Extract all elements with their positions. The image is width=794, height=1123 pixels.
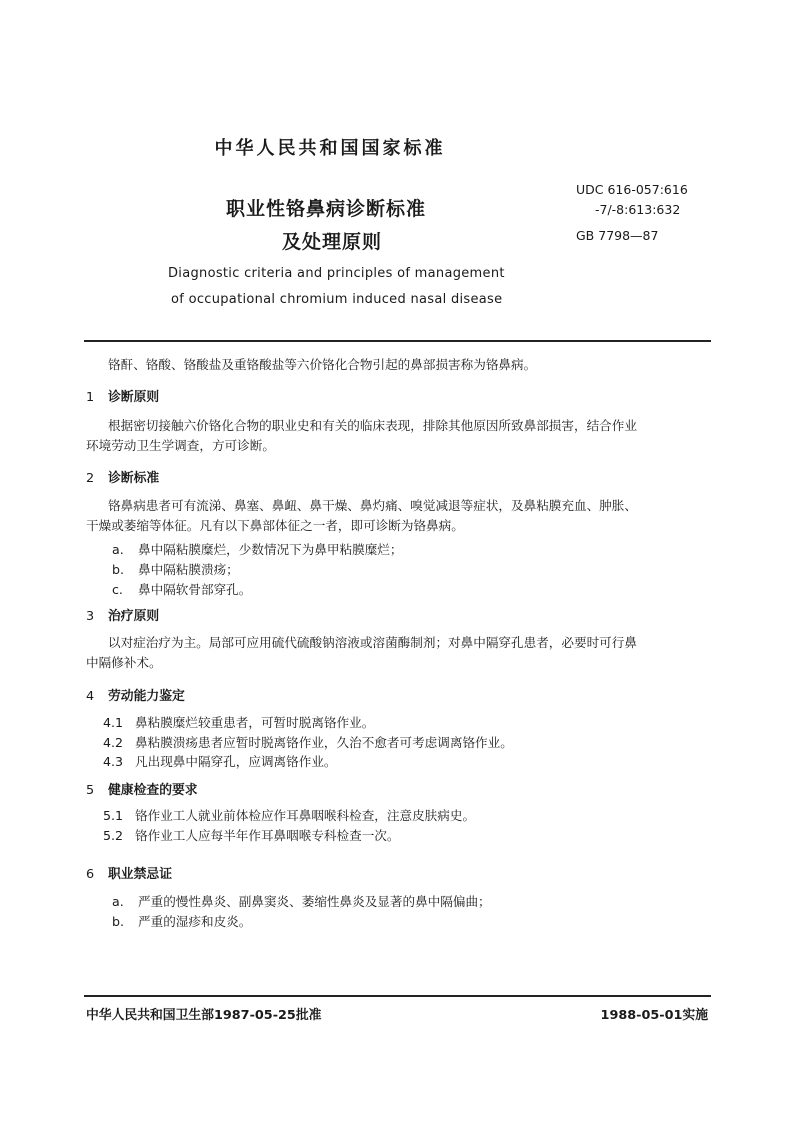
- list-item: [103, 733, 513, 753]
- section-number: 6: [86, 867, 95, 882]
- list-item-label: 4.1: [103, 715, 124, 730]
- section-title: 诊断原则: [108, 390, 160, 405]
- list-item-label: b.: [112, 914, 124, 929]
- english-title-line-1: Diagnostic criteria and principles of management: [168, 266, 505, 281]
- section-3-paragraph-line: 以对症治疗为主。局部可应用硫代硫酸钠溶液或溶菌酶制剂；对鼻中隔穿孔患者，必要时可行鼻: [108, 635, 637, 650]
- section-3-heading: [86, 605, 159, 624]
- section-2-paragraph-line: 干燥或萎缩等体征。凡有以下鼻部体征之一者，即可诊断为铬鼻病。: [86, 518, 464, 533]
- list-item: [112, 560, 239, 580]
- gb-number: GB 7798—87: [576, 228, 659, 243]
- section-3-paragraph-line: 中隔修补术。: [86, 655, 162, 670]
- section-number: 1: [86, 390, 95, 405]
- list-item-label: c.: [112, 582, 123, 597]
- list-item-label: 5.2: [103, 828, 124, 843]
- list-item-label: a.: [112, 894, 124, 909]
- list-item-label: b.: [112, 562, 124, 577]
- list-item: [112, 580, 251, 600]
- list-item: [112, 912, 251, 932]
- list-item-text: 铬作业工人就业前体检应作耳鼻咽喉科检查，注意皮肤病史。: [135, 808, 476, 823]
- title-line-1: 职业性铬鼻病诊断标准: [226, 198, 427, 220]
- section-number: 2: [86, 471, 95, 486]
- section-title: 健康检查的要求: [108, 783, 198, 798]
- english-title-line-2: of occupational chromium induced nasal disease: [171, 292, 503, 307]
- list-item-label: 4.3: [103, 754, 124, 769]
- section-title: 诊断标准: [108, 471, 160, 486]
- section-2-paragraph-line: 铬鼻病患者可有流涕、鼻塞、鼻衄、鼻干燥、鼻灼痛、嗅觉减退等症状，及鼻粘膜充血、肿胀、: [108, 498, 637, 513]
- section-title: 劳动能力鉴定: [108, 689, 185, 704]
- section-1-paragraph-line: 根据密切接触六价铬化合物的职业史和有关的临床表现，排除其他原因所致鼻部损害，结合作业: [108, 418, 637, 433]
- list-item-text: 严重的慢性鼻炎、副鼻窦炎、萎缩性鼻炎及显著的鼻中隔偏曲；: [138, 894, 491, 909]
- list-item: [103, 806, 475, 826]
- list-item-label: 5.1: [103, 808, 124, 823]
- approval-date: 中华人民共和国卫生部1987-05-25批准: [86, 1008, 322, 1023]
- list-item: [112, 540, 402, 560]
- list-item: [103, 752, 337, 772]
- standard-name: 中华人民共和国国家标准: [214, 138, 446, 159]
- list-item-text: 严重的湿疹和皮炎。: [138, 914, 252, 929]
- udc-code-line-1: UDC 616-057:616: [576, 182, 688, 197]
- list-item-text: 鼻粘膜糜烂较重患者，可暂时脱离铬作业。: [135, 715, 375, 730]
- list-item-text: 凡出现鼻中隔穿孔，应调离铬作业。: [135, 754, 337, 769]
- list-item-label: 4.2: [103, 735, 124, 750]
- intro-paragraph: 铬酐、铬酸、铬酸盐及重铬酸盐等六价铬化合物引起的鼻部损害称为铬鼻病。: [108, 357, 537, 372]
- section-1-heading: [86, 386, 159, 405]
- section-2-heading: [86, 467, 159, 486]
- title-line-2: 及处理原则: [282, 231, 383, 253]
- effective-date: 1988-05-01实施: [600, 1008, 708, 1023]
- section-1-paragraph-line: 环境劳动卫生学调查，方可诊断。: [86, 438, 275, 453]
- header-divider: [84, 340, 711, 342]
- udc-code-line-2: -7/-8:613:632: [595, 202, 681, 217]
- section-number: 4: [86, 689, 95, 704]
- section-4-heading: [86, 685, 185, 704]
- list-item-text: 鼻中隔粘膜糜烂，少数情况下为鼻甲粘膜糜烂；: [138, 542, 403, 557]
- section-title: 职业禁忌证: [108, 867, 172, 882]
- list-item: [112, 892, 491, 912]
- list-item-text: 鼻粘膜溃疡患者应暂时脱离铬作业，久治不愈者可考虑调离铬作业。: [135, 735, 513, 750]
- list-item-text: 鼻中隔软骨部穿孔。: [138, 582, 252, 597]
- list-item-text: 鼻中隔粘膜溃疡；: [138, 562, 239, 577]
- section-number: 5: [86, 783, 95, 798]
- section-number: 3: [86, 609, 95, 624]
- footer-divider: [84, 995, 711, 997]
- list-item: [103, 826, 399, 846]
- section-title: 治疗原则: [108, 609, 160, 624]
- list-item: [103, 713, 374, 733]
- section-5-heading: [86, 779, 198, 798]
- section-6-heading: [86, 863, 172, 882]
- list-item-label: a.: [112, 542, 124, 557]
- list-item-text: 铬作业工人应每半年作耳鼻咽喉专科检查一次。: [135, 828, 400, 843]
